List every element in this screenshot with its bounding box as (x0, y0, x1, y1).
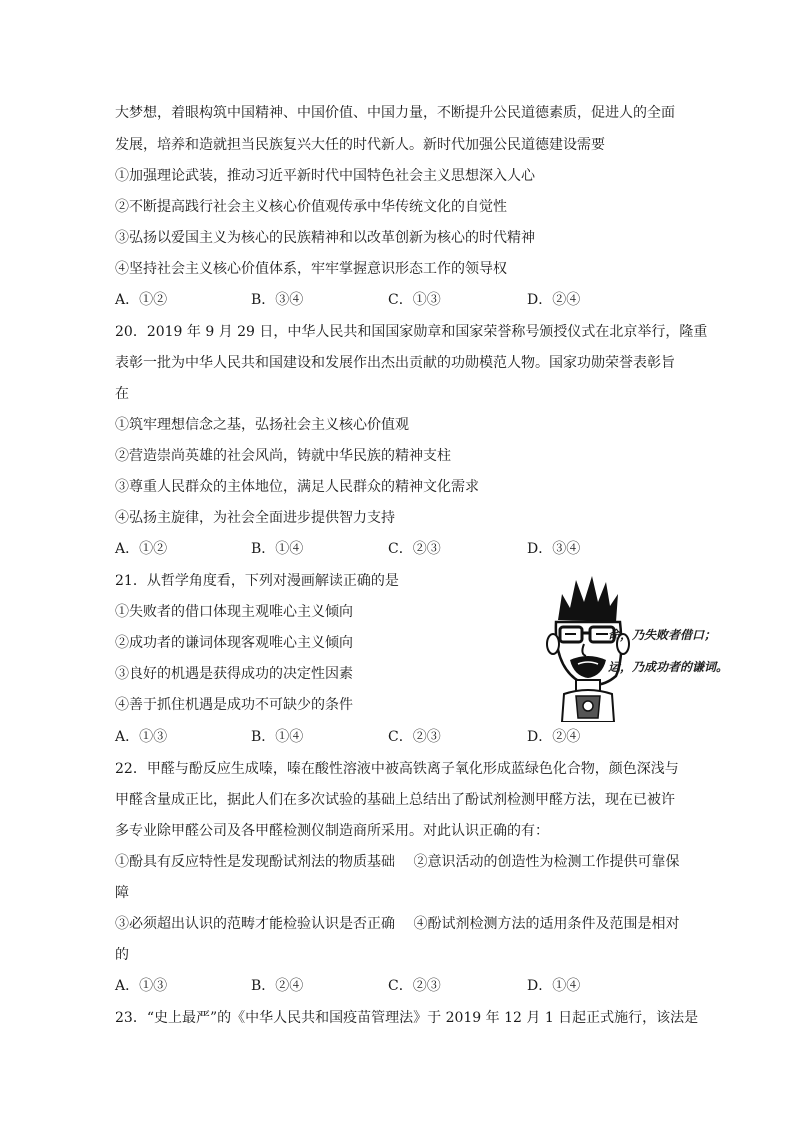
q22-option-d[interactable]: D．①④ (527, 978, 581, 994)
q20-options (115, 539, 635, 559)
q22-option-c[interactable]: C．②③ (388, 978, 441, 994)
q19-options (115, 290, 635, 310)
q21-item-3: ③良好的机遇是获得成功的决定性因素 (115, 666, 353, 682)
cartoon-caption-2: 运，乃成功者的谦词。 (608, 660, 729, 674)
q21-item-2: ②成功者的谦词体现客观唯心主义倾向 (115, 635, 353, 651)
q21-option-d[interactable]: D．②④ (527, 729, 581, 745)
q19-option-d[interactable]: D．②④ (527, 292, 581, 308)
q21-option-c[interactable]: C．②③ (388, 729, 441, 745)
q21-stem: 21．从哲学角度看，下列对漫画解读正确的是 (115, 573, 399, 589)
q23-stem-line-1: 23．“史上最严”的《中华人民共和国疫苗管理法》于 2019 年 12 月 1 日起正式施行，该法是 (115, 1010, 699, 1026)
q22-stem-line-3: 多专业除甲醛公司及各甲醛检测仪制造商所采用。对此认识正确的有： (115, 823, 549, 839)
q20-option-b[interactable]: B．①④ (251, 541, 304, 557)
q19-item-4: ④坚持社会主义核心价值体系，牢牢掌握意识形态工作的领导权 (115, 261, 507, 277)
q20-item-3: ③尊重人民群众的主体地位，满足人民群众的精神文化需求 (115, 479, 479, 495)
q22-option-b[interactable]: B．②④ (251, 978, 304, 994)
q19-option-c[interactable]: C．①③ (388, 292, 441, 308)
q22-option-a[interactable]: A．①③ (115, 978, 168, 994)
q20-item-4: ④弘扬主旋律，为社会全面进步提供智力支持 (115, 510, 395, 526)
q20-option-a[interactable]: A．①② (115, 541, 168, 557)
cartoon-caption-1: 命，乃失败者借口； (608, 628, 717, 642)
q21-option-a[interactable]: A．①③ (115, 729, 168, 745)
q21-options (115, 727, 635, 747)
q22-items-line-4: 的 (115, 947, 129, 963)
q21-item-4: ④善于抓住机遇是成功不可缺少的条件 (115, 697, 353, 713)
q20-stem-line-3: 在 (115, 386, 129, 402)
q22-items-line-3: ③必须超出认识的范畴才能检验认识是否正确 ④酚试剂检测方法的适用条件及范围是相对 (115, 916, 680, 932)
q19-stem-line-1: 大梦想，着眼构筑中国精神、中国价值、中国力量，不断提升公民道德素质，促进人的全面 (115, 105, 675, 121)
q21-option-b[interactable]: B．①④ (251, 729, 304, 745)
q22-stem-line-1: 22．甲醛与酚反应生成嗪，嗪在酸性溶液中被高铁离子氧化形成蓝绿色化合物，颜色深浅与 (115, 761, 679, 777)
q20-item-1: ①筑牢理想信念之基，弘扬社会主义核心价值观 (115, 417, 409, 433)
q19-stem-line-2: 发展，培养和造就担当民族复兴大任的时代新人。新时代加强公民道德建设需要 (115, 137, 605, 153)
cartoon-image (540, 572, 715, 722)
q22-items-line-1: ①酚具有反应特性是发现酚试剂法的物质基础 ②意识活动的创造性为检测工作提供可靠保 (115, 854, 680, 870)
q22-options (115, 976, 635, 996)
q19-item-1: ①加强理论武装，推动习近平新时代中国特色社会主义思想深入人心 (115, 168, 535, 184)
q20-option-d[interactable]: D．③④ (527, 541, 581, 557)
q20-item-2: ②营造崇尚英雄的社会风尚，铸就中华民族的精神支柱 (115, 448, 451, 464)
q22-items-line-2: 障 (115, 885, 129, 901)
q20-stem-line-2: 表彰一批为中华人民共和国建设和发展作出杰出贡献的功勋模范人物。国家功勋荣誉表彰旨 (115, 355, 675, 371)
q20-stem-line-1: 20．2019 年 9 月 29 日，中华人民共和国国家勋章和国家荣誉称号颁授仪式在北京举行，隆重 (115, 324, 708, 340)
q19-option-a[interactable]: A．①② (115, 292, 168, 308)
q22-stem-line-2: 甲醛含量成正比，据此人们在多次试验的基础上总结出了酚试剂检测甲醛方法，现在已被许 (115, 792, 675, 808)
q19-item-3: ③弘扬以爱国主义为核心的民族精神和以改革创新为核心的时代精神 (115, 230, 535, 246)
q20-option-c[interactable]: C．②③ (388, 541, 441, 557)
q21-item-1: ①失败者的借口体现主观唯心主义倾向 (115, 604, 353, 620)
q19-item-2: ②不断提高践行社会主义核心价值观传承中华传统文化的自觉性 (115, 199, 507, 215)
q19-option-b[interactable]: B．③④ (251, 292, 304, 308)
